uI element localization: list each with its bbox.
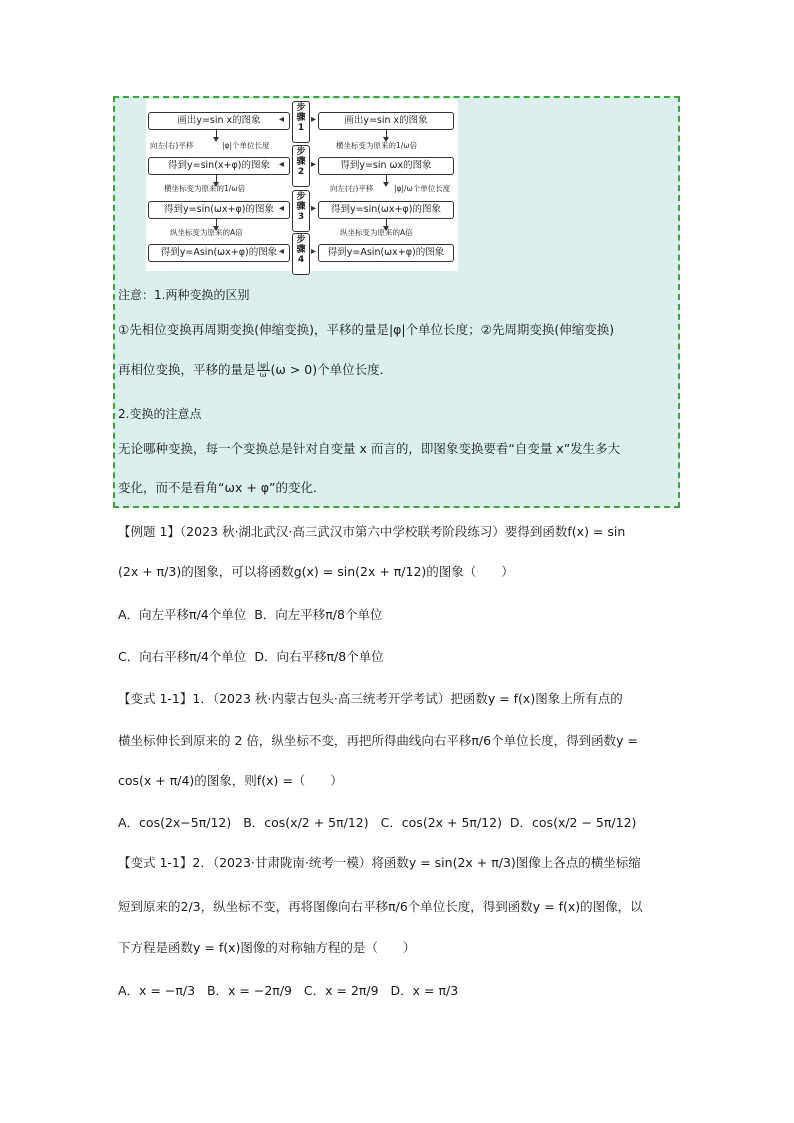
variant2-option-d: D．x = π/3 xyxy=(390,983,459,998)
step-1-label: 步 骤 1 xyxy=(292,101,310,143)
flow-left-arrow-1a: 向左(右)平移 xyxy=(150,141,194,150)
example1-line2: (2x + π/3)的图象，可以将函数g(x) = sin(2x + π/12)的图象（ ） xyxy=(118,564,514,579)
step-2-label: 步 骤 2 xyxy=(292,145,310,187)
example1-option-b: B．向左平移π/8个单位 xyxy=(254,607,383,622)
phi-over-omega-fraction xyxy=(257,362,270,379)
flow-left-arrow-3: 纵坐标变为原来的A倍 xyxy=(170,228,243,237)
variant1-line2: 横坐标伸长到原来的 2 倍，纵坐标不变，再把所得曲线向右平移π/6个单位长度，得到函数y = xyxy=(118,733,638,748)
note-paragraph-2 xyxy=(118,362,392,379)
flow-left-box-2: 得到y=sin(x+φ)的图象 xyxy=(148,157,290,175)
variant2-options xyxy=(118,983,458,999)
example1-options-row2 xyxy=(118,649,384,665)
flow-left-box-1: 画出y=sin x的图象 xyxy=(148,112,290,130)
transformation-flowchart xyxy=(146,99,458,271)
right-arrow-icon: ▸ xyxy=(311,203,317,214)
note-paragraph-3: 无论哪种变换，每一个变换总是针对自变量 x 而言的，即图象变换要看“自变量 x”发生多大 xyxy=(118,441,621,456)
flow-left-box-4: 得到y=Asin(ωx+φ)的图象 xyxy=(148,244,290,262)
variant1-option-b: B．cos(x/2 + 5π/12) xyxy=(243,815,369,830)
fraction-denominator: ω xyxy=(259,370,267,379)
variant2-line3: 下方程是函数y = f(x)图像的对称轴方程的是（ ） xyxy=(118,940,416,955)
flow-right-arrow-3: 纵坐标变为原来的A倍 xyxy=(340,228,413,237)
flow-right-box-4: 得到y=Asin(ωx+φ)的图象 xyxy=(318,244,454,262)
variant1-line3: cos(x + π/4)的图象，则f(x) =（ ） xyxy=(118,773,343,788)
variant1-option-d: D．cos(x/2 − 5π/12) xyxy=(509,815,637,830)
variant2-option-c: C．x = 2π/9 xyxy=(303,983,379,998)
flow-right-arrow-1: 横坐标变为原来的1/ω倍 xyxy=(336,141,418,150)
fraction-numerator: |φ| xyxy=(257,361,269,370)
flow-right-box-3: 得到y=sin(ωx+φ)的图象 xyxy=(318,201,454,219)
flow-right-arrow-2a: 向左(右)平移 xyxy=(330,184,374,193)
flow-right-box-2: 得到y=sin ωx的图象 xyxy=(318,157,454,175)
down-arrow-icon xyxy=(386,175,387,185)
note-title: 注意：1.两种变换的区别 xyxy=(118,288,250,302)
left-arrow-icon: ◂ xyxy=(279,114,285,125)
down-arrow-icon xyxy=(216,130,217,140)
variant2-option-a: A．x = −π/3 xyxy=(118,983,196,998)
flow-left-box-3: 得到y=sin(ωx+φ)的图象 xyxy=(148,201,290,219)
example1-line1: 【例题 1】（2023 秋·湖北武汉·高三武汉市第六中学校联考阶段练习）要得到函数f(x) = sin xyxy=(118,524,626,539)
example1-option-a: A．向左平移π/4个单位 xyxy=(118,607,247,622)
note-subtitle-2: 2.变换的注意点 xyxy=(118,407,202,421)
flow-right-box-1: 画出y=sin x的图象 xyxy=(318,112,454,130)
note-p2-text-b: (ω > 0)个单位长度． xyxy=(270,362,393,377)
example1-option-c: C．向右平移π/4个单位 xyxy=(118,649,247,664)
step-4-label: 步 骤 4 xyxy=(292,233,310,275)
variant1-line1: 【变式 1-1】1．（2023 秋·内蒙古包头·高三统考开学考试）把函数y = f(x)图象上所有点的 xyxy=(118,691,623,706)
right-arrow-icon: ▸ xyxy=(311,159,317,170)
flow-left-arrow-1b: |φ|个单位长度 xyxy=(222,141,270,150)
step-3-label: 步 骤 3 xyxy=(292,190,310,232)
variant2-line2: 短到原来的2/3，纵坐标不变，再将图像向右平移π/6个单位长度，得到函数y = f(x)的图像，以 xyxy=(118,899,643,914)
note-paragraph-1: ①先相位变换再周期变换(伸缩变换)，平移的量是|φ|个单位长度；②先周期变换(伸缩变换) xyxy=(118,322,615,337)
variant1-option-a: A．cos(2x−5π/12) xyxy=(118,815,232,830)
left-arrow-icon: ◂ xyxy=(279,246,285,257)
variant2-line1: 【变式 1-1】2．（2023·甘肃陇南·统考一模）将函数y = sin(2x + π/3)图像上各点的横坐标缩 xyxy=(118,855,641,870)
example1-options-row1 xyxy=(118,607,382,623)
left-arrow-icon: ◂ xyxy=(279,203,285,214)
right-arrow-icon: ▸ xyxy=(311,114,317,125)
variant1-options xyxy=(118,815,636,831)
left-arrow-icon: ◂ xyxy=(279,159,285,170)
variant1-option-c: C．cos(2x + 5π/12) xyxy=(380,815,502,830)
note-p2-text-a: 再相位变换，平移的量是 xyxy=(118,362,256,377)
note-paragraph-4: 变化，而不是看角“ωx + φ”的变化． xyxy=(118,480,326,495)
right-arrow-icon: ▸ xyxy=(311,246,317,257)
flow-left-arrow-2: 横坐标变为原来的1/ω倍 xyxy=(164,184,246,193)
down-arrow-icon xyxy=(386,130,387,140)
example1-option-d: D．向右平移π/8个单位 xyxy=(254,649,384,664)
flow-right-arrow-2b: |φ|/ω个单位长度 xyxy=(394,184,451,193)
variant2-option-b: B．x = −2π/9 xyxy=(206,983,292,998)
